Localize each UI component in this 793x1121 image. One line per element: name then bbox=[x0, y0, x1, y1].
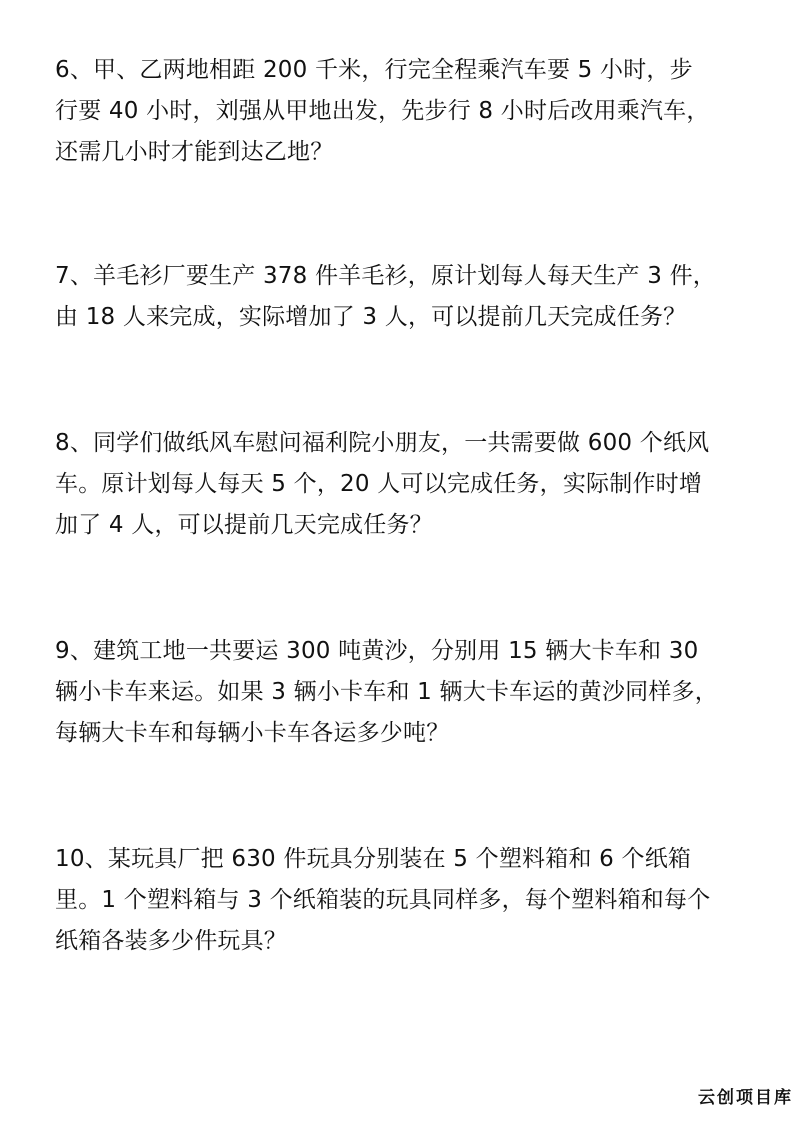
problem-line: 9、建筑工地一共要运 300 吨黄沙，分别用 15 辆大卡车和 30 bbox=[55, 638, 699, 664]
problem-line: 每辆大卡车和每辆小卡车各运多少吨？ bbox=[55, 720, 450, 746]
problem-line: 还需几小时才能到达乙地？ bbox=[55, 139, 334, 165]
problem-line: 里。1 个塑料箱与 3 个纸箱装的玩具同样多，每个塑料箱和每个 bbox=[55, 887, 711, 913]
problem-line: 纸箱各装多少件玩具？ bbox=[55, 928, 287, 954]
problem-line: 6、甲、乙两地相距 200 千米，行完全程乘汽车要 5 小时，步 bbox=[55, 57, 693, 83]
problem-8 bbox=[55, 423, 745, 546]
problem-9 bbox=[55, 631, 745, 754]
problem-line: 7、羊毛衫厂要生产 378 件羊毛衫，原计划每人每天生产 3 件， bbox=[55, 263, 717, 289]
problem-7 bbox=[55, 256, 745, 338]
problem-line: 辆小卡车来运。如果 3 辆小卡车和 1 辆大卡车运的黄沙同样多， bbox=[55, 679, 718, 705]
problem-line: 8、同学们做纸风车慰问福利院小朋友，一共需要做 600 个纸风 bbox=[55, 430, 710, 456]
problem-10 bbox=[55, 839, 745, 962]
problem-line: 车。原计划每人每天 5 个，20 人可以完成任务，实际制作时增 bbox=[55, 471, 703, 497]
problem-line: 行要 40 小时，刘强从甲地出发，先步行 8 小时后改用乘汽车， bbox=[55, 98, 710, 124]
watermark-text: 云创项目库 bbox=[698, 1088, 793, 1108]
problem-6 bbox=[55, 50, 745, 173]
problem-line: 加了 4 人，可以提前几天完成任务？ bbox=[55, 512, 433, 538]
problem-line: 10、某玩具厂把 630 件玩具分别装在 5 个塑料箱和 6 个纸箱 bbox=[55, 846, 692, 872]
problem-line: 由 18 人来完成，实际增加了 3 人，可以提前几天完成任务？ bbox=[55, 304, 687, 330]
